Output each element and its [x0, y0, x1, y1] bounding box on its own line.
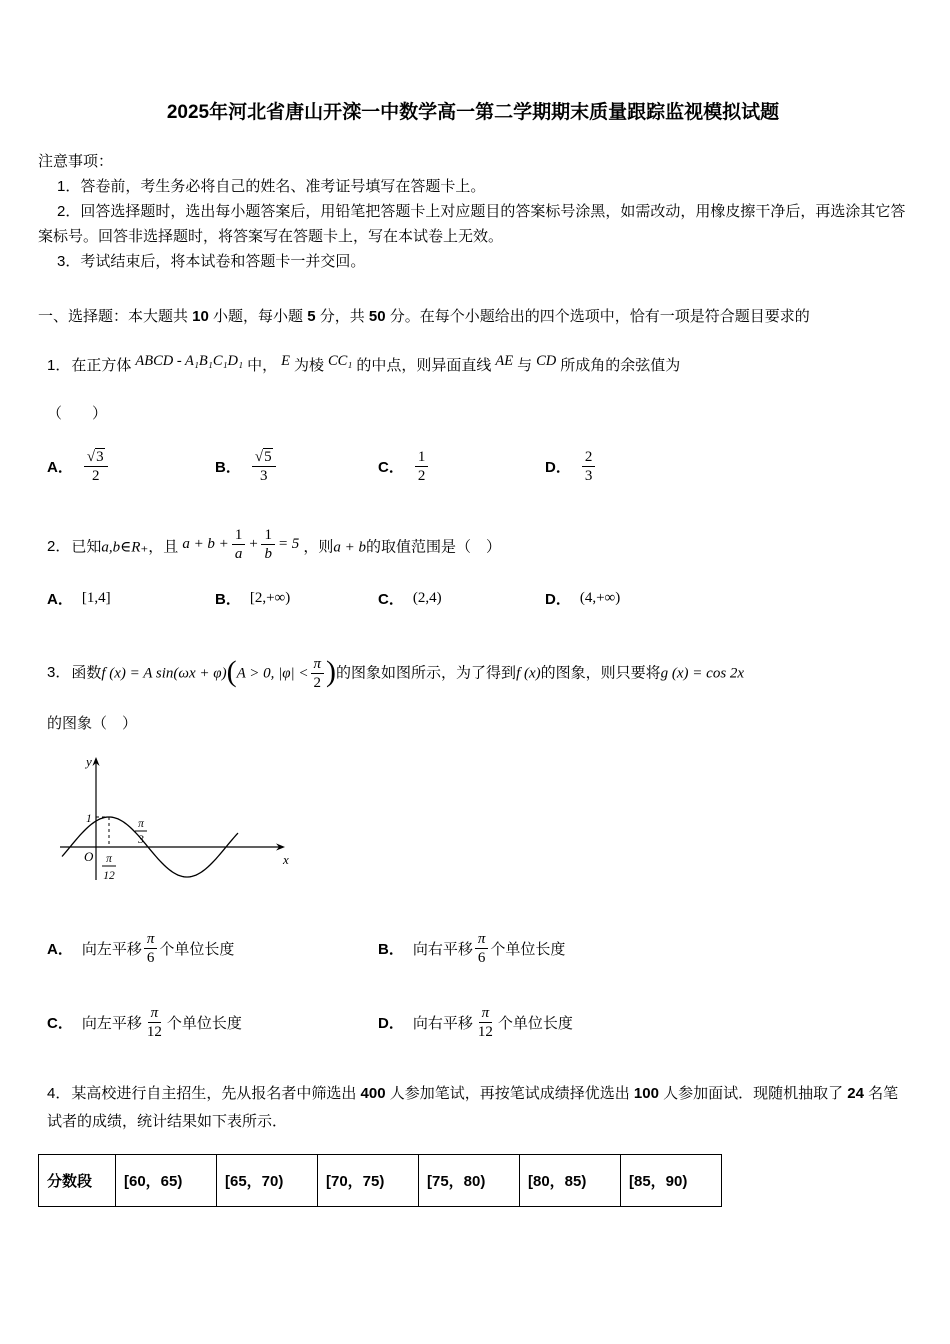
math-expression: a + b [333, 539, 366, 556]
bold-number: 400 [360, 1085, 386, 1103]
question-3-continuation: 的图象（ ） [47, 714, 138, 732]
big-paren-right: ) [326, 654, 337, 688]
score-table [38, 1154, 722, 1207]
question-3 [38, 645, 908, 1047]
fraction: $\frac{1}{2}$ [415, 448, 429, 485]
question-number: 1． [47, 356, 71, 374]
fraction: $\frac{1}{b}$ [261, 526, 275, 563]
option-label: A． [47, 459, 73, 477]
graph-container [46, 752, 908, 906]
pi3-numerator: π [138, 818, 144, 831]
table-cell-interval: [65，70) [217, 1154, 318, 1206]
notice-item-2: 2．回答选择题时，选出每小题答案后，用铅笔把答题卡上对应题目的答案标号涂黑，如需改动，用橡皮擦干净后，再选涂其它答案标号。回答非选择题时，将答案写在答题卡上，写在本试卷上无效。 [38, 202, 906, 246]
fraction: $\frac{\pi}{6}$ [475, 930, 489, 967]
section-count: 10 [192, 307, 209, 325]
fraction: $\frac{√3}{2}$ [84, 448, 108, 485]
sqrt-icon: √ [86, 449, 96, 466]
fraction: $\frac{\pi}{6}$ [144, 930, 158, 967]
option-b: B． 向右平移 $\frac{\pi}{6}$ 个单位长度 [378, 930, 566, 966]
section-text: 一、选择题：本大题共 [38, 307, 193, 325]
option-c: C． 向左平移 $\frac{\pi}{12}$ 个单位长度 [47, 1004, 242, 1040]
math-expression: a,b∈R₊ [101, 539, 149, 556]
notice-item-3: 3．考试结束后，将本试卷和答题卡一并交回。 [57, 253, 366, 271]
notice-section [38, 149, 908, 275]
question-3-stem: 3．函数f (x) = A sin(ωx + φ)(A > 0, |φ| < $\frac{\pi}{2}$ )的图象如图所示，为了得到f (x)的图象，则只要将g (x) = cos 2x [47, 654, 745, 691]
table-cell-interval: [75，80) [419, 1154, 520, 1206]
table-header-row [39, 1154, 722, 1206]
question-1-options [47, 443, 908, 491]
option-a: A． [1,4] [47, 589, 111, 608]
notice-item-1: 1．答卷前，考生务必将自己的姓名、准考证号填写在答题卡上。 [57, 177, 486, 195]
table-cell-interval: [80，85) [520, 1154, 621, 1206]
math-expression: ABCD - A₁B₁C₁D₁ [135, 352, 244, 369]
math-expression: E [281, 352, 290, 369]
option-label: B． [215, 459, 241, 477]
sqrt-icon: √ [254, 449, 264, 466]
page-title: 2025年河北省唐山开滦一中数学高一第二学期期末质量跟踪监视模拟试题 [166, 102, 780, 123]
fraction: $\frac{1}{a}$ [232, 526, 246, 563]
y-axis-label: y [86, 754, 92, 770]
table-cell-interval: [70，75) [318, 1154, 419, 1206]
option-c [378, 448, 545, 485]
option-label: C． [378, 459, 404, 477]
section-heading: 一、选择题：本大题共 10 小题，每小题 5 分，共 50 分。在每个小题给出的四个选项中，恰有一项是符合题目要求的 [38, 307, 810, 325]
math-expression: AE [495, 352, 514, 369]
math-condition: A > 0, |φ| < [236, 665, 309, 682]
big-paren-left: ( [226, 654, 237, 688]
answer-blank: （ ） [47, 405, 108, 423]
notice-heading: 注意事项： [38, 152, 114, 170]
option-b [215, 448, 378, 485]
question-2-options [47, 588, 908, 609]
fraction: $\frac{\pi}{2}$ [311, 655, 325, 692]
table-cell-segment: 分数段 [39, 1154, 116, 1206]
function-graph [46, 752, 296, 902]
pi12-denominator: 12 [103, 870, 115, 883]
x-axis-label: x [283, 852, 289, 868]
question-3-options-row-1 [47, 924, 908, 972]
question-4 [38, 1080, 908, 1207]
option-a [47, 448, 215, 485]
question-number: 4． [47, 1085, 71, 1103]
option-label: D． [545, 459, 571, 477]
math-expression: g (x) = cos 2x [660, 665, 745, 682]
option-b: B． [2,+∞) [215, 589, 291, 608]
question-2-stem: 2．已知a,b∈R₊，且 a + b + $\frac{1}{a}$ + $\frac{1}{b}$ = 5 ，则a + b的取值范围是（ ） [47, 526, 501, 562]
fraction: $\frac{\pi}{12}$ [477, 1004, 493, 1040]
fraction: $\frac{√5}{3}$ [252, 448, 276, 485]
question-1 [38, 352, 908, 491]
table-cell-interval: [60，65) [116, 1154, 217, 1206]
question-3-options-row-2 [47, 998, 908, 1046]
pi12-numerator: π [106, 853, 112, 866]
math-expression: CC₁ [327, 352, 353, 369]
y-tick-one: 1 [86, 813, 92, 826]
fraction: $\frac{2}{3}$ [582, 448, 596, 485]
option-a: A． 向左平移 $\frac{\pi}{6}$ 个单位长度 [47, 930, 235, 966]
bold-number: 100 [633, 1085, 659, 1103]
question-number: 2． [47, 538, 71, 556]
origin-label: O [84, 849, 94, 865]
option-d: D． 向右平移 $\frac{\pi}{12}$ 个单位长度 [378, 1004, 573, 1040]
math-expression: f (x) = A sin(ωx + φ) [101, 665, 227, 682]
question-number: 3． [47, 664, 71, 682]
bold-number: 24 [847, 1085, 864, 1103]
option-c: C． (2,4) [378, 589, 442, 608]
math-expression: a + b + $\frac{1}{a}$ + $\frac{1}{b}$ = 5 [182, 526, 300, 562]
question-1-stem: 1．在正方体 ABCD - A₁B₁C₁D₁ 中， E 为棱 CC₁ 的中点，则异面直线 AE 与 CD 所成角的余弦值为 [47, 352, 681, 374]
math-expression: CD [536, 352, 557, 369]
math-expression: f (x) [516, 665, 541, 682]
table-cell-interval: [85，90) [621, 1154, 722, 1206]
question-4-stem: 4．某高校进行自主招生，先从报名者中筛选出 400 人参加笔试，再按笔试成绩择优选出 100 人参加面试．现随机抽取了 24 名笔试者的成绩，统计结果如下表所示． [47, 1085, 899, 1131]
pi3-denominator: 3 [138, 834, 144, 847]
option-d [545, 448, 597, 485]
fraction: $\frac{\pi}{12}$ [146, 1004, 162, 1040]
option-d: D． (4,+∞) [545, 589, 621, 608]
question-2 [38, 526, 908, 609]
